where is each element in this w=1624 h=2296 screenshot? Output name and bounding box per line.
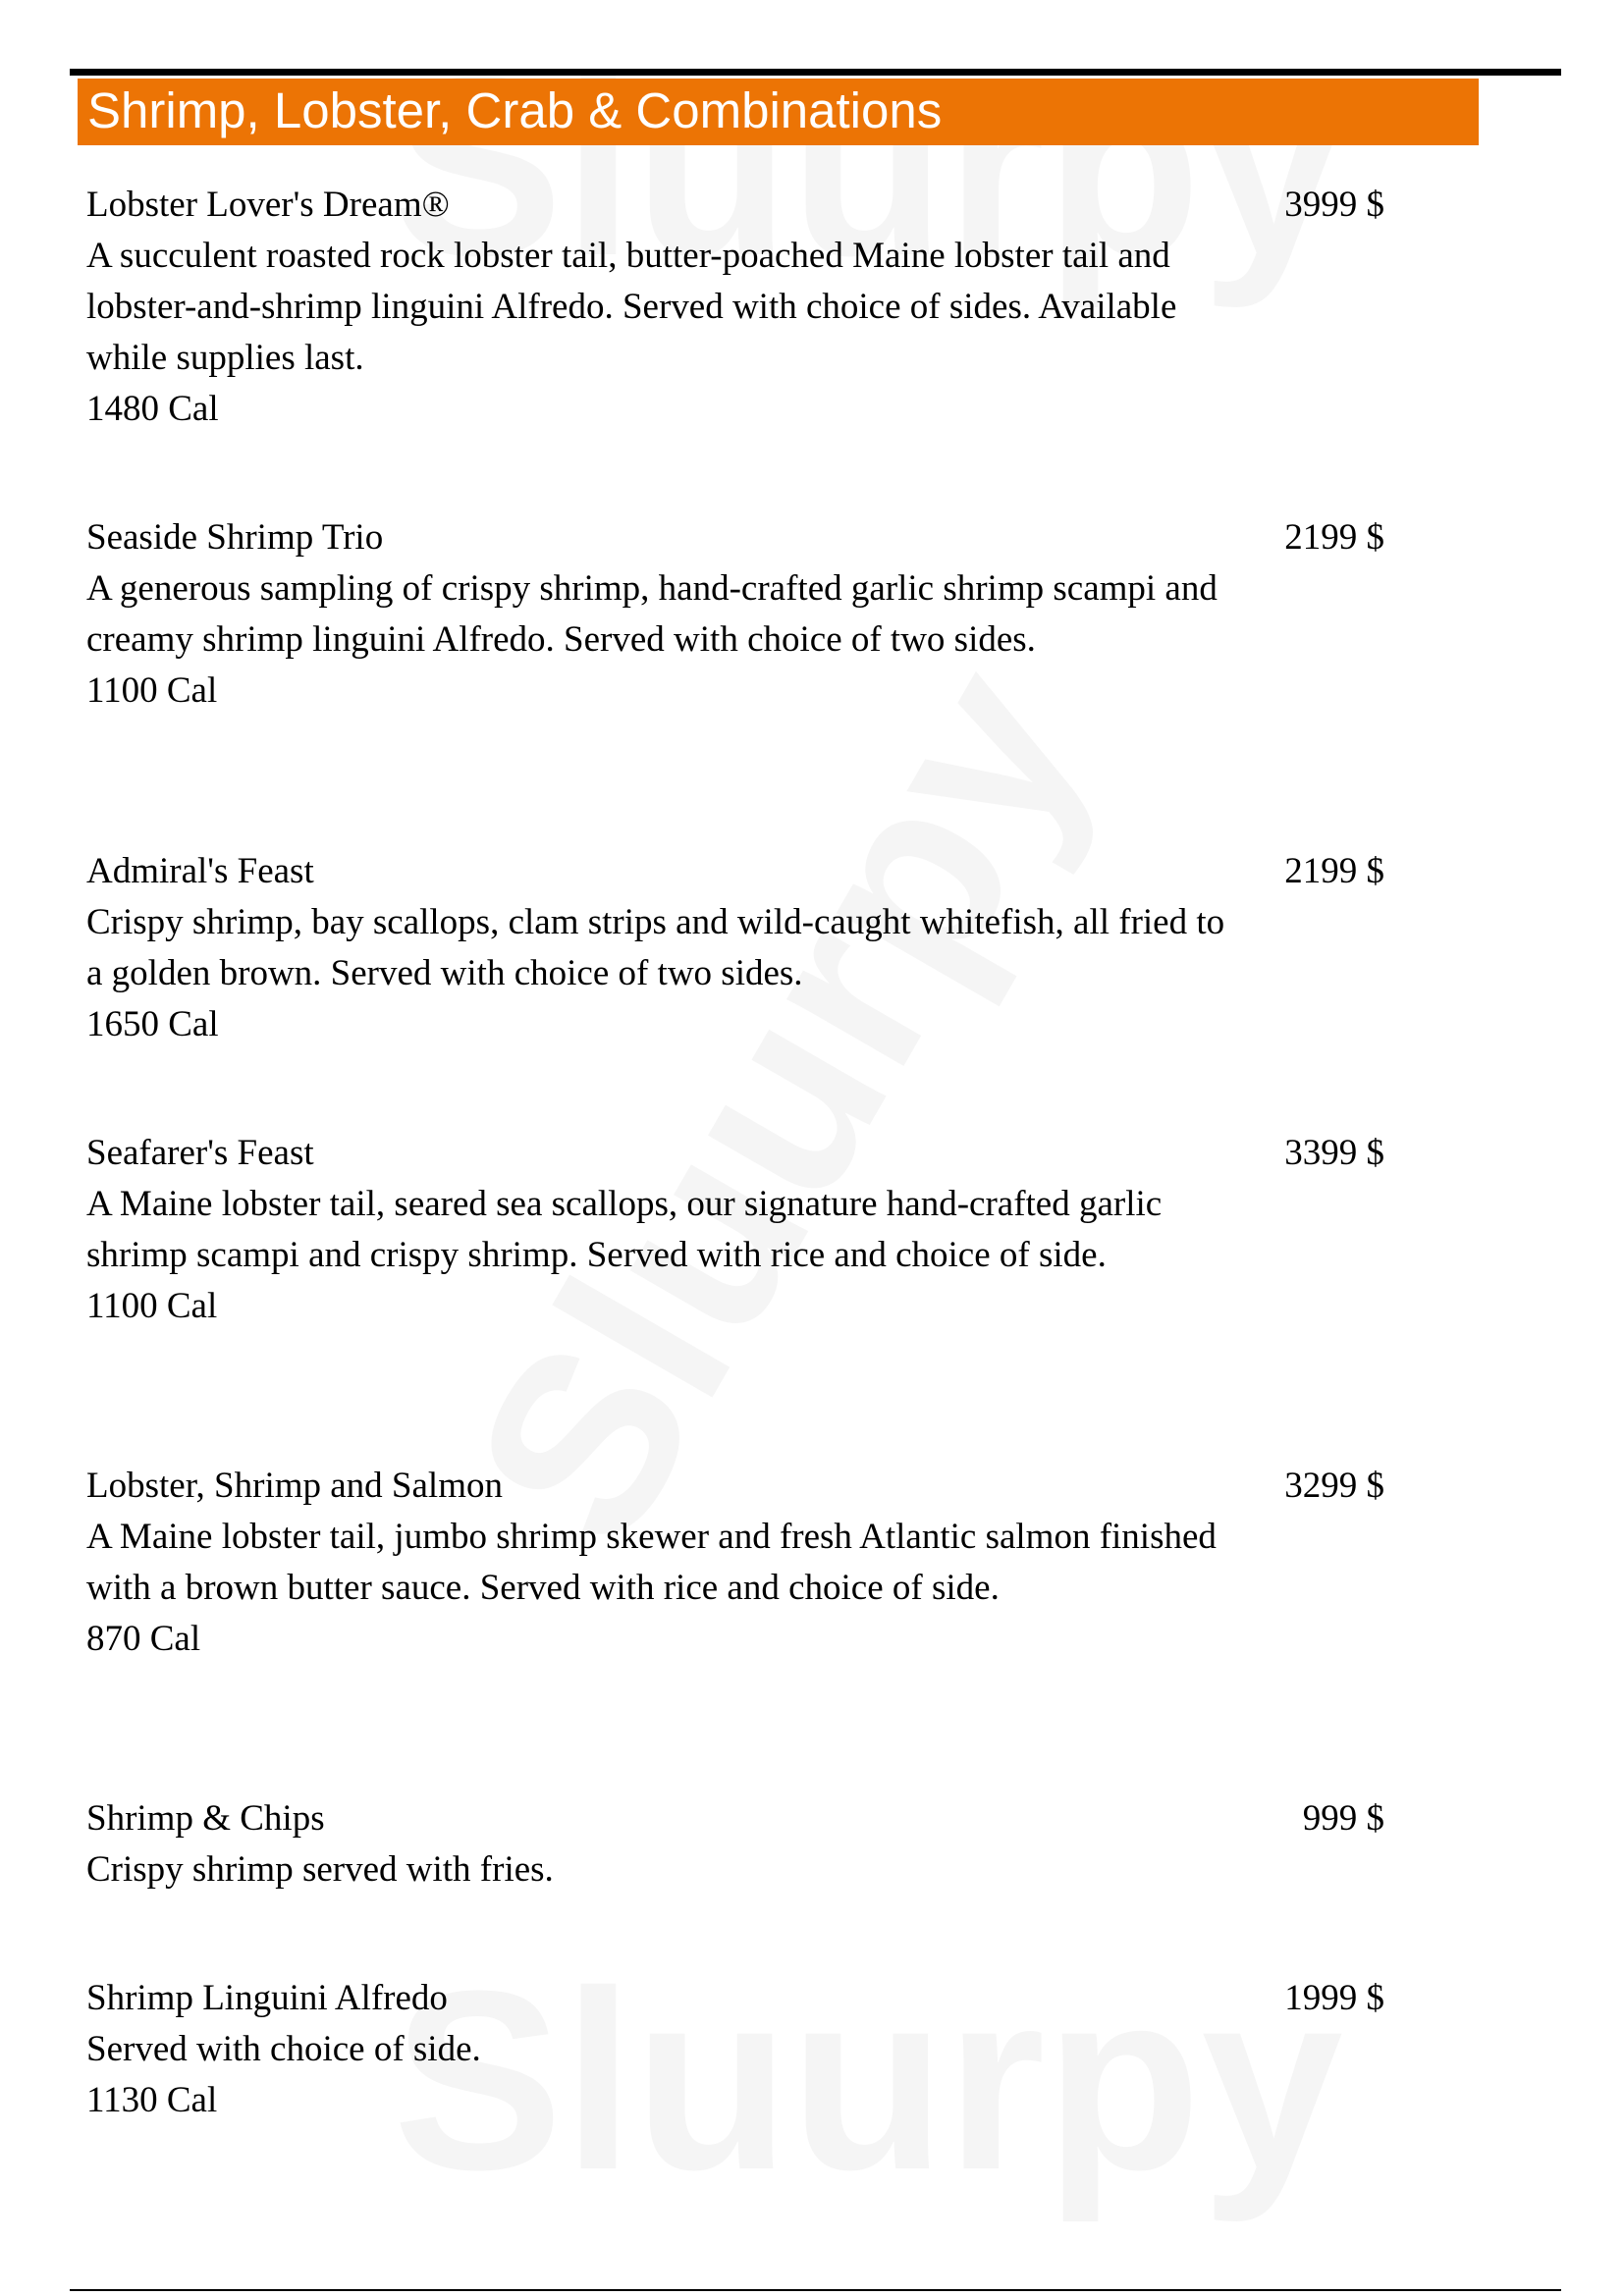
- menu-item: [86, 512, 1384, 717]
- item-name: Shrimp Linguini Alfredo: [86, 1978, 448, 2018]
- item-calories: 870 Cal: [86, 1619, 201, 1659]
- item-price: 3999 $: [1284, 185, 1384, 225]
- item-calories: 1480 Cal: [86, 389, 219, 429]
- item-name: Shrimp & Chips: [86, 1798, 325, 1839]
- item-calories: 1130 Cal: [86, 2080, 218, 2120]
- item-description: A Maine lobster tail, jumbo shrimp skewer and fresh Atlantic salmon finished with a brown butter sauce. Served with rice and choice of side.: [86, 1517, 1217, 1608]
- item-price: 2199 $: [1284, 517, 1384, 558]
- section-header: [78, 79, 1479, 145]
- item-description: A Maine lobster tail, seared sea scallops, our signature hand-crafted garlic shrimp scampi and crispy shrimp. Served with rice and choice of side.: [86, 1184, 1163, 1275]
- item-price: 3299 $: [1284, 1466, 1384, 1506]
- item-description: Served with choice of side.: [86, 2029, 481, 2069]
- section-title: Shrimp, Lobster, Crab & Combinations: [87, 82, 943, 138]
- item-description: A succulent roasted rock lobster tail, butter-poached Maine lobster tail and lobster-and-shrimp linguini Alfredo. Served with choice of sides. Available while supplies last.: [86, 236, 1177, 378]
- menu-item: [86, 1973, 1384, 2126]
- bottom-divider: [70, 2289, 1561, 2291]
- item-name: Seaside Shrimp Trio: [86, 517, 384, 558]
- menu-item: [86, 1793, 1384, 1896]
- item-calories: 1650 Cal: [86, 1004, 219, 1044]
- item-name: Seafarer's Feast: [86, 1133, 314, 1173]
- item-price: 2199 $: [1284, 851, 1384, 891]
- item-price: 999 $: [1302, 1798, 1384, 1839]
- item-description: A generous sampling of crispy shrimp, hand-crafted garlic shrimp scampi and creamy shrimp linguini Alfredo. Served with choice of two sides.: [86, 568, 1218, 660]
- item-calories: 1100 Cal: [86, 1286, 218, 1326]
- item-name: Admiral's Feast: [86, 851, 314, 891]
- item-description: Crispy shrimp, bay scallops, clam strips and wild-caught whitefish, all fried to a golden brown. Served with choice of two sides.: [86, 902, 1225, 993]
- top-divider: [70, 69, 1561, 76]
- item-calories: 1100 Cal: [86, 670, 218, 711]
- item-description: Crispy shrimp served with fries.: [86, 1849, 554, 1890]
- menu-item: [86, 1461, 1384, 1665]
- item-name: Lobster, Shrimp and Salmon: [86, 1466, 503, 1506]
- item-name: Lobster Lover's Dream®: [86, 185, 450, 225]
- watermark-logo: [432, 630, 1128, 1580]
- menu-item: [86, 1128, 1384, 1332]
- item-price: 3399 $: [1284, 1133, 1384, 1173]
- item-price: 1999 $: [1284, 1978, 1384, 2018]
- menu-item: [86, 180, 1384, 435]
- menu-item: [86, 846, 1384, 1050]
